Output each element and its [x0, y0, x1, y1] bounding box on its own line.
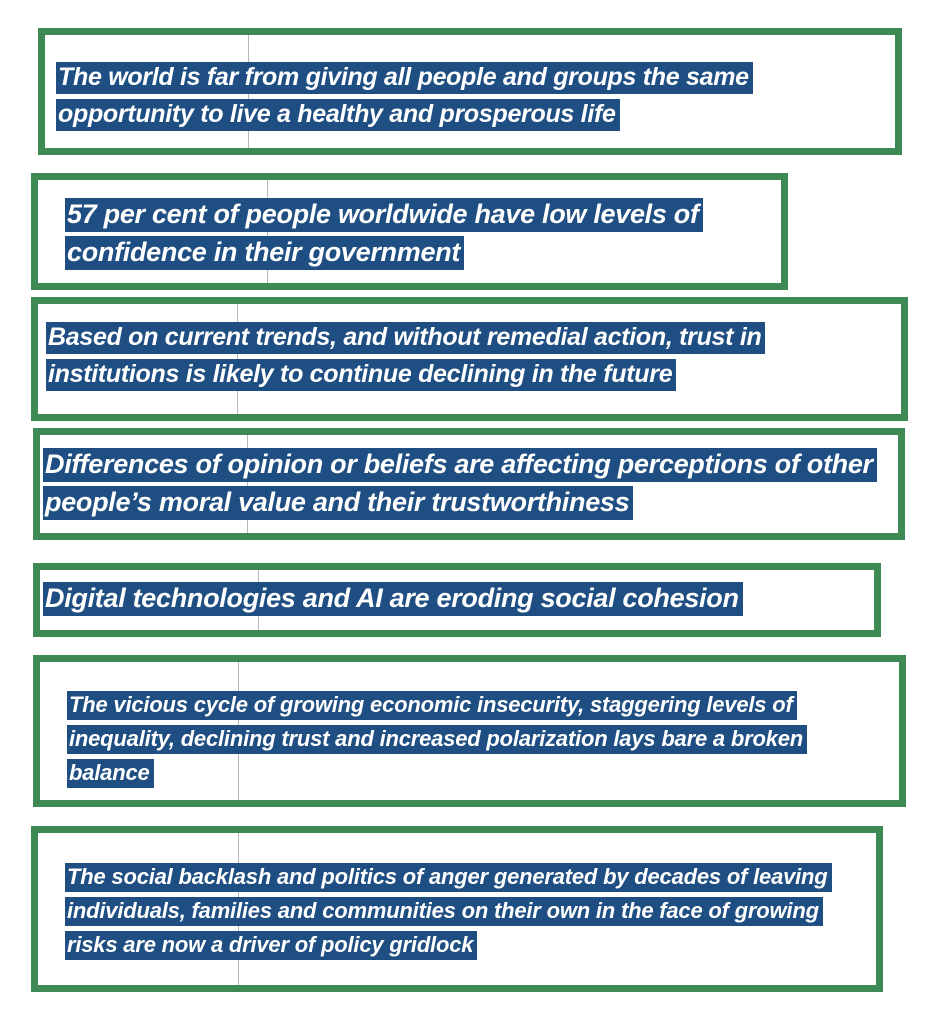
statement-text-2: 57 per cent of people worldwide have low levels of confidence in their government — [65, 195, 755, 271]
statement-box-3 — [31, 297, 908, 421]
statement-text-3: Based on current trends, and without remedial action, trust in institutions is likely to continue declining in the future — [46, 319, 896, 393]
statement-box-5 — [33, 563, 881, 637]
statement-box-7 — [31, 826, 883, 992]
statement-box-4 — [33, 428, 905, 540]
statement-text-6: The vicious cycle of growing economic insecurity, staggering levels of inequality, declining trust and increased polarization lays bare a broken balance — [67, 688, 882, 790]
statement-text-4: Differences of opinion or beliefs are affecting perceptions of other people’s moral value and their trustworthiness — [43, 445, 888, 521]
statement-text-7: The social backlash and politics of anger generated by decades of leaving individuals, families and communities on their own in the face of growing risks are now a driver of policy gridlock — [65, 860, 865, 962]
statement-box-2 — [31, 173, 788, 290]
statement-text-1: The world is far from giving all people and groups the same opportunity to live a healthy and prosperous life — [56, 59, 876, 133]
statement-box-6 — [33, 655, 906, 807]
statement-box-1 — [38, 28, 902, 155]
statement-text-5: Digital technologies and AI are eroding social cohesion — [43, 579, 878, 617]
